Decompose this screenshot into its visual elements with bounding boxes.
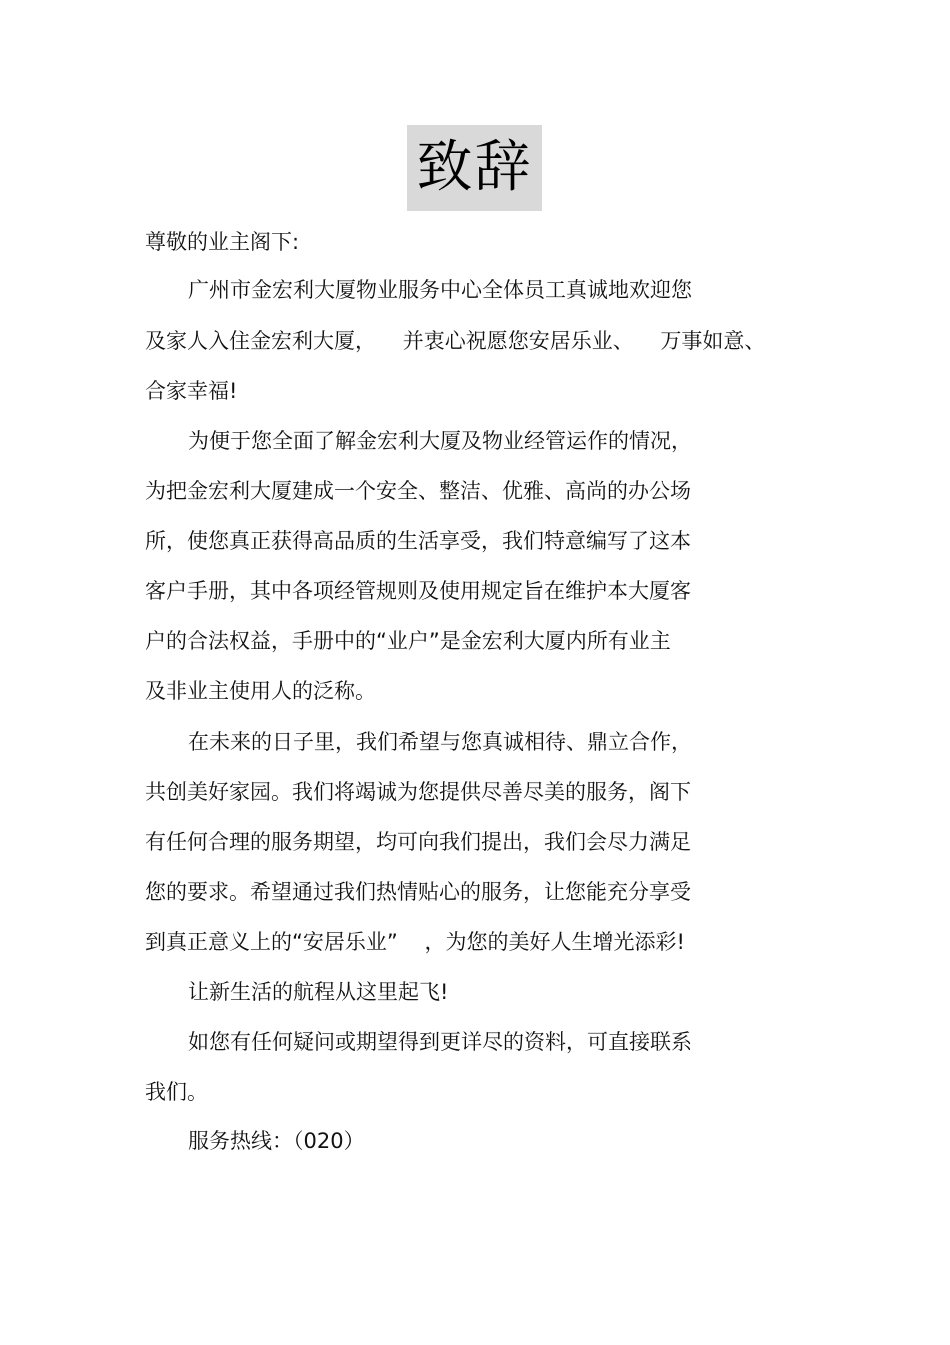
paragraph-line: 共创美好家园。我们将竭诚为您提供尽善尽美的服务，阁下 xyxy=(145,780,691,804)
paragraph-line: 在未来的日子里，我们希望与您真诚相待、鼎立合作， xyxy=(188,730,692,754)
paragraph-line: 户的合法权益，手册中的“业户”是金宏利大厦内所有业主 xyxy=(145,629,671,653)
paragraph-line: 及家人入住金宏利大厦， 并衷心祝愿您安居乐业、 万事如意、 xyxy=(145,329,766,353)
paragraph-line: 您的要求。希望通过我们热情贴心的服务，让您能充分享受 xyxy=(145,880,691,904)
paragraph-line: 所，使您真正获得高品质的生活享受，我们特意编写了这本 xyxy=(145,529,691,553)
paragraph-line: 到真正意义上的“安居乐业” ，为您的美好人生增光添彩! xyxy=(145,930,685,954)
hotline-line: 服务热线：（020） xyxy=(188,1129,365,1153)
paragraph-line: 如您有任何疑问或期望得到更详尽的资料，可直接联系 xyxy=(188,1030,692,1054)
paragraph-line: 客户手册，其中各项经管规则及使用规定旨在维护本大厦客 xyxy=(145,579,691,603)
paragraph-line: 合家幸福! xyxy=(145,379,238,403)
paragraph-line: 及非业主使用人的泛称。 xyxy=(145,679,376,703)
paragraph-line: 广州市金宏利大厦物业服务中心全体员工真诚地欢迎您 xyxy=(188,278,692,302)
paragraph-line: 我们。 xyxy=(145,1080,208,1104)
paragraph-line: 有任何合理的服务期望，均可向我们提出，我们会尽力满足 xyxy=(145,830,691,854)
title-highlight-box xyxy=(407,125,542,211)
page-title: 致辞 xyxy=(416,135,533,200)
paragraph-line: 为把金宏利大厦建成一个安全、整洁、优雅、高尚的办公场 xyxy=(145,479,691,503)
paragraph-line: 为便于您全面了解金宏利大厦及物业经管运作的情况， xyxy=(188,429,692,453)
salutation-line: 尊敬的业主阁下: xyxy=(145,230,300,254)
paragraph-line: 让新生活的航程从这里起飞! xyxy=(188,980,449,1004)
